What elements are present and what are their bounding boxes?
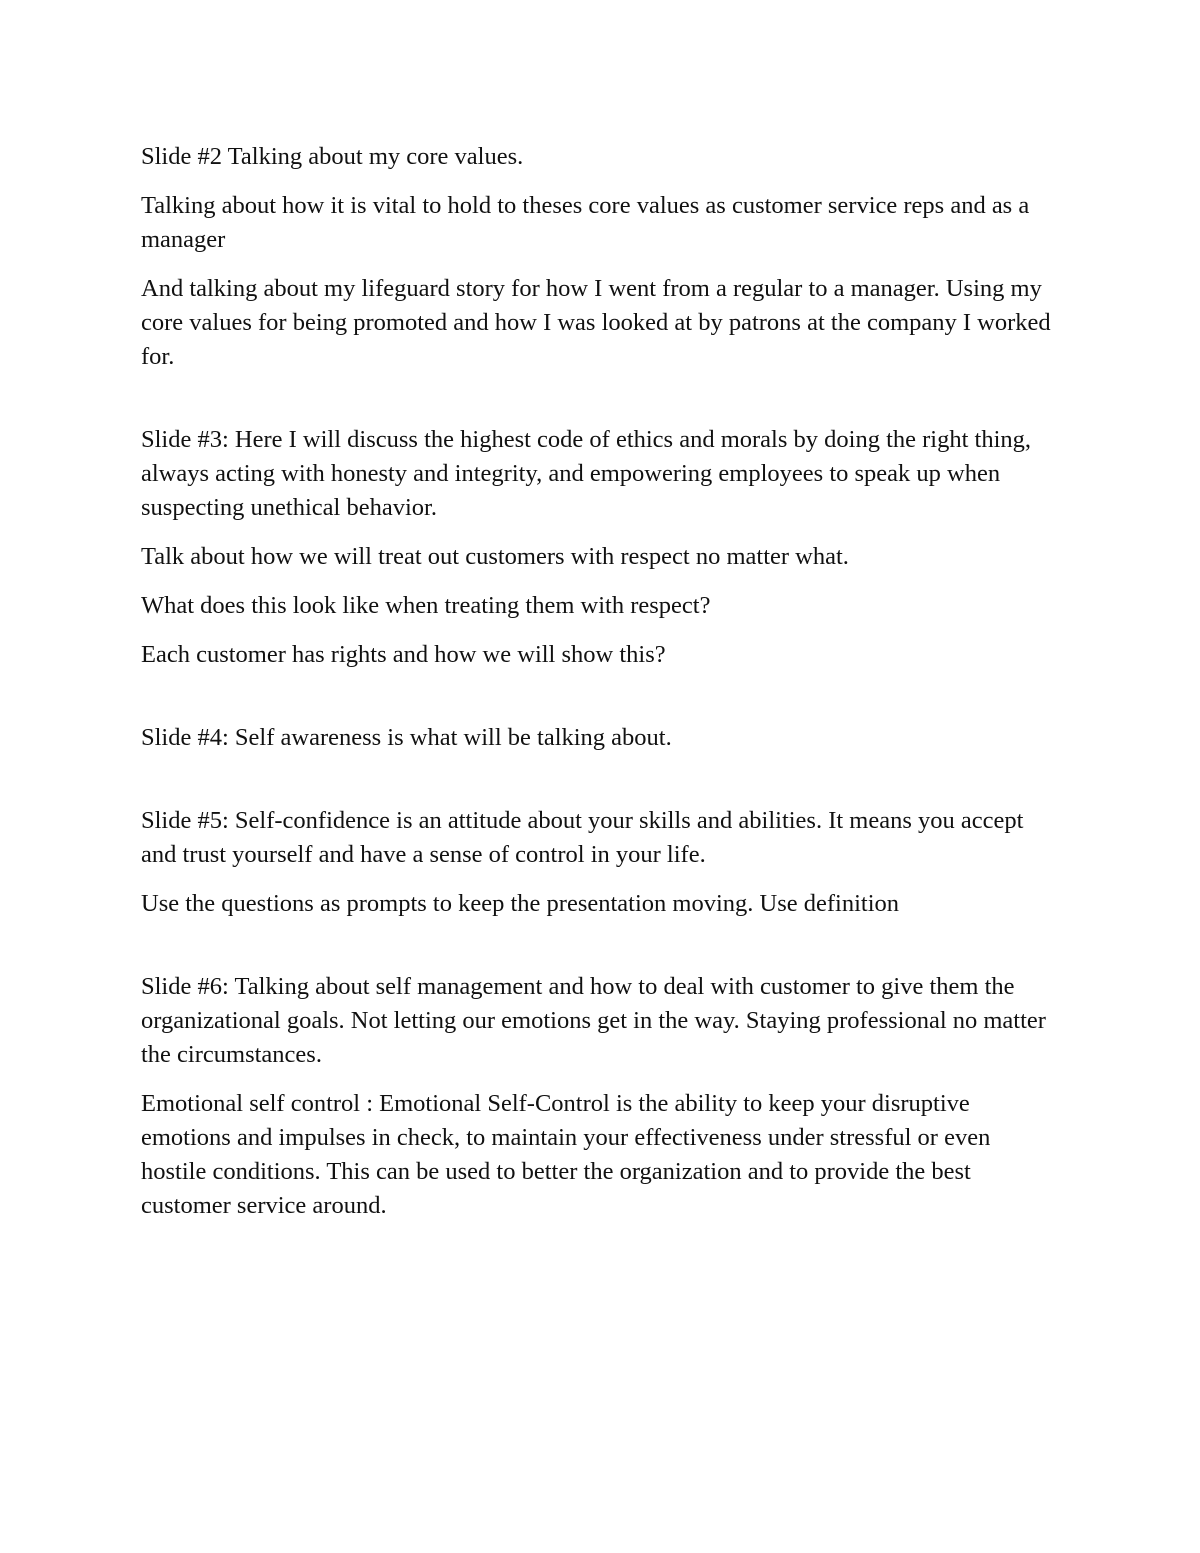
section-slide-5 [141,804,1061,921]
section-slide-6 [141,970,1061,1223]
document-body [141,140,1061,1238]
section-slide-4 [141,721,1061,755]
slide-4-heading: Slide #4: Self awareness is what will be talking about. [141,724,672,751]
slide-2-heading: Slide #2 Talking about my core values. [141,143,524,170]
slide-2-paragraph: Talking about how it is vital to hold to theses core values as customer service reps and as a manager [141,192,1030,253]
slide-5-heading: Slide #5: Self-confidence is an attitude about your skills and abilities. It means you accept and trust yourself and have a sense of control in your life. [141,807,1024,868]
slide-3-paragraph: What does this look like when treating them with respect? [141,592,711,619]
section-slide-3 [141,423,1061,672]
slide-5-paragraph: Use the questions as prompts to keep the presentation moving. Use definition [141,890,900,917]
slide-3-paragraph: Each customer has rights and how we will show this? [141,641,666,668]
slide-3-paragraph: Talk about how we will treat out customers with respect no matter what. [141,543,849,570]
slide-6-heading: Slide #6: Talking about self management and how to deal with customer to give them the organizational goals. Not letting our emotions get in the way. Staying professional no matter the circumstances. [141,973,1046,1068]
section-slide-2 [141,140,1061,374]
slide-2-paragraph: And talking about my lifeguard story for how I went from a regular to a manager. Using my core values for being promoted and how I was looked at by patrons at the company I worked for. [141,275,1051,370]
slide-6-paragraph: Emotional self control : Emotional Self-Control is the ability to keep your disruptive emotions and impulses in check, to maintain your effectiveness under stressful or even hostile conditions. This can be used to better the organization and to provide the best customer service around. [141,1090,991,1219]
slide-3-heading: Slide #3: Here I will discuss the highest code of ethics and morals by doing the right thing, always acting with honesty and integrity, and empowering employees to speak up when suspecting unethical behavior. [141,426,1032,521]
